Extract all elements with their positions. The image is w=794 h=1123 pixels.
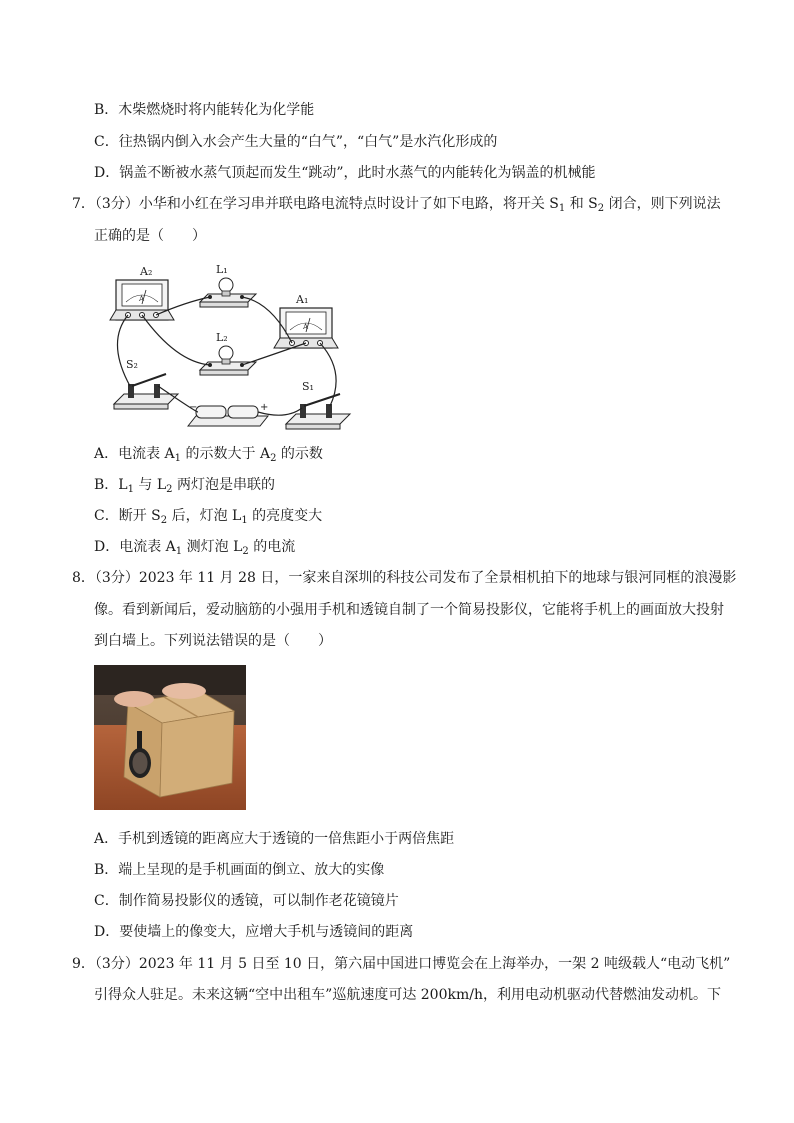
q8-stem-line3: 到白墙上。下列说法错误的是（ ）: [94, 633, 332, 649]
q9-number: 9．: [72, 956, 95, 972]
q7-option-d: D．电流表 $A_1$ 测灯泡 $L_2$ 的电流: [94, 539, 296, 557]
label-a1: A₁: [296, 293, 309, 306]
q6-option-d: D．锅盖不断被水蒸气顶起而发生“跳动”，此时水蒸气的内能转化为锅盖的机械能: [94, 165, 596, 181]
label-l1: L₁: [216, 263, 228, 276]
ammeter-a2: [110, 280, 174, 320]
q7-stem-line2: 正确的是（ ）: [94, 228, 206, 244]
label-minus: −: [189, 402, 198, 413]
q6-option-c: C．往热锅内倒入水会产生大量的“白气”，“白气”是水汽化形成的: [94, 134, 498, 150]
label-l2: L₂: [216, 331, 228, 344]
q8-projector-photo: [94, 665, 246, 810]
q8-number: 8．: [72, 570, 95, 586]
q7-circuit-figure: [96, 262, 356, 432]
label-plus: +: [260, 402, 269, 413]
q7-option-a: A．电流表 $A_1$ 的示数大于 $A_2$ 的示数: [94, 446, 323, 464]
label-s1: S₁: [302, 380, 314, 393]
bulb-l2: [200, 346, 256, 375]
q8-option-b: B．端上呈现的是手机画面的倒立、放大的实像: [94, 862, 385, 878]
q9-stem-line2: 引得众人驻足。未来这辆“空中出租车”巡航速度可达 200km/h，利用电动机驱动代替燃油发动机。下: [94, 987, 721, 1003]
q8-option-d: D．要使墙上的像变大，应增大手机与透镜间的距离: [94, 924, 414, 940]
q7-option-b: B．$L_1$ 与 $L_2$ 两灯泡是串联的: [94, 477, 275, 495]
q8-option-a: A．手机到透镜的距离应大于透镜的一倍焦距小于两倍焦距: [94, 831, 455, 847]
svg-text:A: A: [139, 295, 145, 303]
q7-number: 7．: [72, 196, 95, 212]
bulb-l1: [200, 278, 256, 307]
q7-stem-line1: 7．（3分）小华和小红在学习串并联电路电流特点时设计了如下电路，将开关 $S_1$ 和 $S_2$ 闭合，则下列说法: [72, 196, 721, 214]
q8-stem-line1: 8．（3分）2023 年 11 月 28 日，一家来自深圳的科技公司发布了全景相机拍下的地球与银河同框的浪漫影: [72, 570, 737, 586]
q7-option-c: C．断开 $S_2$ 后，灯泡 $L_1$ 的亮度变大: [94, 508, 323, 526]
svg-text:A: A: [303, 323, 309, 331]
q6-option-b: B．木柴燃烧时将内能转化为化学能: [94, 102, 315, 118]
battery: [188, 402, 268, 426]
label-a2: A₂: [140, 265, 153, 278]
label-s2: S₂: [126, 358, 138, 371]
q8-score: （3分）: [94, 570, 139, 586]
q8-option-c: C．制作简易投影仪的透镜，可以制作老花镜镜片: [94, 893, 399, 909]
q8-stem-line2: 像。看到新闻后，爱动脑筋的小强用手机和透镜自制了一个简易投影仪，它能将手机上的画面放大投射: [94, 602, 724, 618]
switch-s2: [114, 374, 178, 409]
q7-score: （3分）: [94, 196, 139, 212]
q9-score: （3分）: [94, 956, 139, 972]
q9-stem-line1: 9．（3分）2023 年 11 月 5 日至 10 日，第六届中国进口博览会在上海举办，一架 2 吨级载人“电动飞机”: [72, 956, 731, 972]
